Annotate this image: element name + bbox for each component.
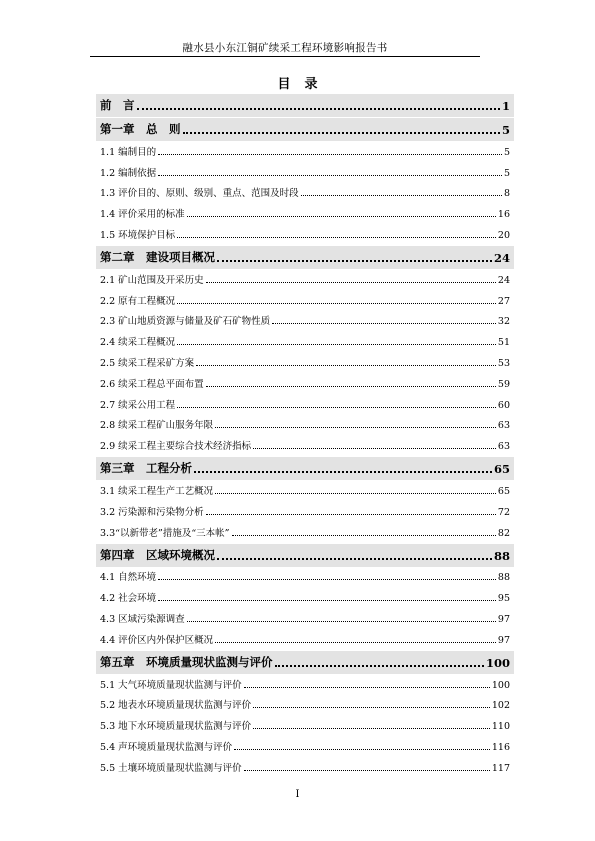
dot-leader <box>234 749 490 750</box>
toc-entry-label: 5.3 地下水环境质量现状监测与评价 <box>100 721 252 733</box>
toc-section-entry[interactable] <box>96 757 514 778</box>
dot-leader <box>177 407 496 408</box>
toc-entry-page: 88 <box>493 548 510 563</box>
dot-leader <box>272 323 496 324</box>
toc-entry-page: 5 <box>501 123 510 137</box>
toc-entry-page: 1 <box>501 99 510 113</box>
toc-chapter-entry[interactable] <box>96 93 514 117</box>
toc-entry-page: 97 <box>497 613 510 625</box>
toc-entry-label: 1.2 编制依据 <box>100 167 157 179</box>
toc-chapter-entry[interactable] <box>96 245 514 269</box>
toc-entry-page: 65 <box>493 462 510 477</box>
toc-entry-label: 4.3 区域污染源调查 <box>100 613 185 625</box>
toc-section-entry[interactable] <box>96 695 514 716</box>
toc-section-entry[interactable] <box>96 394 514 415</box>
toc-section-entry[interactable] <box>96 608 514 629</box>
toc-entry-page: 53 <box>497 357 510 369</box>
toc-entry-page: 24 <box>497 274 510 286</box>
toc-entry-page: 24 <box>493 250 510 265</box>
dot-leader <box>187 216 496 217</box>
dot-leader <box>158 579 496 580</box>
toc-section-entry[interactable] <box>96 522 514 543</box>
toc-entry-page: 27 <box>497 295 510 307</box>
dot-leader <box>215 493 496 494</box>
toc-entry-page: 5 <box>503 146 510 158</box>
toc-entry-label: 2.2 原有工程概况 <box>100 295 176 307</box>
toc-entry-page: 8 <box>503 188 510 200</box>
toc-entry-label: 第二章 建设项目概况 <box>100 249 215 264</box>
toc-entry-label: 5.5 土壤环境质量现状监测与评价 <box>100 762 242 774</box>
toc-entry-page: 95 <box>497 593 510 605</box>
toc-entry-page: 5 <box>503 167 510 179</box>
toc-entry-label: 1.1 编制目的 <box>100 146 157 158</box>
toc-section-entry[interactable] <box>96 352 514 373</box>
toc-section-entry[interactable] <box>96 736 514 757</box>
dot-leader <box>206 282 496 283</box>
toc-entry-page: 110 <box>491 721 510 733</box>
toc-section-entry[interactable] <box>96 480 514 501</box>
toc-entry-page: 63 <box>497 441 510 453</box>
toc-chapter-entry[interactable] <box>96 543 514 567</box>
toc-entry-label: 第三章 工程分析 <box>100 461 192 476</box>
dot-leader <box>183 132 500 134</box>
toc-entry-label: 2.7 续采公用工程 <box>100 399 176 411</box>
toc-entry-page: 116 <box>491 741 510 753</box>
dot-leader <box>177 237 496 238</box>
toc-entry-label: 2.3 矿山地质资源与储量及矿石矿物性质 <box>100 316 271 328</box>
toc-chapter-entry[interactable] <box>96 456 514 480</box>
toc-section-entry[interactable] <box>96 373 514 394</box>
dot-leader <box>275 665 484 667</box>
toc-entry-page: 117 <box>491 762 510 774</box>
toc-entry-label: 第五章 环境质量现状监测与评价 <box>100 654 273 669</box>
toc-entry-label: 2.4 续采工程概况 <box>100 337 176 349</box>
table-of-contents <box>96 93 514 778</box>
dot-leader <box>232 535 496 536</box>
toc-entry-label: 2.5 续采工程采矿方案 <box>100 357 195 369</box>
running-header: 融水县小东江铜矿续采工程环境影响报告书 <box>182 42 388 54</box>
toc-entry-label: 第四章 区域环境概况 <box>100 547 215 562</box>
toc-section-entry[interactable] <box>96 587 514 608</box>
toc-entry-label: 2.1 矿山范围及开采历史 <box>100 274 204 286</box>
toc-entry-page: 20 <box>497 229 510 241</box>
toc-section-entry[interactable] <box>96 435 514 456</box>
dot-leader <box>215 642 496 643</box>
toc-section-entry[interactable] <box>96 501 514 522</box>
toc-entry-label: 2.6 续采工程总平面布置 <box>100 378 204 390</box>
toc-entry-page: 88 <box>497 572 510 584</box>
toc-entry-label: 5.4 声环境质量现状监测与评价 <box>100 741 233 753</box>
dot-leader <box>253 448 496 449</box>
toc-entry-label: 4.1 自然环境 <box>100 572 157 584</box>
dot-leader <box>244 687 490 688</box>
toc-entry-label: 2.9 续采工程主要综合技术经济指标 <box>100 441 252 453</box>
toc-entry-page: 32 <box>497 316 510 328</box>
toc-section-entry[interactable] <box>96 331 514 352</box>
toc-entry-label: 4.4 评价区内外保护区概况 <box>100 634 214 646</box>
dot-leader <box>253 728 490 729</box>
toc-section-entry[interactable] <box>96 311 514 332</box>
toc-entry-page: 82 <box>497 527 510 539</box>
toc-section-entry[interactable] <box>96 629 514 650</box>
toc-entry-page: 59 <box>497 378 510 390</box>
dot-leader <box>206 386 496 387</box>
toc-section-entry[interactable] <box>96 269 514 290</box>
toc-entry-page: 72 <box>497 506 510 518</box>
dot-leader <box>215 427 496 428</box>
toc-entry-page: 100 <box>485 655 510 670</box>
dot-leader <box>196 365 496 366</box>
toc-section-entry[interactable] <box>96 224 514 245</box>
toc-chapter-entry[interactable] <box>96 117 514 141</box>
dot-leader <box>137 108 500 110</box>
page-number: I <box>295 789 300 800</box>
toc-entry-page: 100 <box>491 679 510 691</box>
toc-section-entry[interactable] <box>96 674 514 695</box>
toc-section-entry[interactable] <box>96 290 514 311</box>
toc-entry-label: 5.2 地表水环境质量现状监测与评价 <box>100 700 252 712</box>
toc-entry-label: 前 言 <box>100 98 135 112</box>
toc-title: 目录 <box>277 77 332 92</box>
toc-section-entry[interactable] <box>96 141 514 162</box>
dot-leader <box>177 344 496 345</box>
toc-section-entry[interactable] <box>96 183 514 204</box>
dot-leader <box>217 260 492 262</box>
toc-section-entry[interactable] <box>96 203 514 224</box>
toc-entry-page: 51 <box>497 337 510 349</box>
toc-entry-label: 5.1 大气环境质量现状监测与评价 <box>100 679 242 691</box>
dot-leader <box>206 514 496 515</box>
toc-entry-page: 97 <box>497 634 510 646</box>
toc-entry-page: 102 <box>491 700 510 712</box>
toc-entry-label: 2.8 续采工程矿山服务年限 <box>100 420 214 432</box>
toc-entry-label: 1.5 环境保护目标 <box>100 229 176 241</box>
toc-entry-label: 1.3 评价目的、原则、级别、重点、范围及时段 <box>100 188 299 200</box>
toc-entry-page: 63 <box>497 420 510 432</box>
dot-leader <box>177 303 496 304</box>
dot-leader <box>217 558 492 560</box>
toc-entry-label: 3.3“以新带老”措施及“三本帐” <box>100 527 230 539</box>
toc-entry-label: 3.1 续采工程生产工艺概况 <box>100 485 214 497</box>
toc-entry-page: 65 <box>497 485 510 497</box>
toc-section-entry[interactable] <box>96 715 514 736</box>
toc-entry-label: 第一章 总 则 <box>100 122 181 136</box>
dot-leader <box>158 600 496 601</box>
dot-leader <box>158 175 502 176</box>
toc-section-entry[interactable] <box>96 162 514 183</box>
toc-entry-label: 3.2 污染源和污染物分析 <box>100 506 204 518</box>
dot-leader <box>194 471 492 473</box>
dot-leader <box>158 154 502 155</box>
dot-leader <box>244 770 490 771</box>
toc-entry-page: 60 <box>497 399 510 411</box>
toc-entry-label: 1.4 评价采用的标准 <box>100 209 185 221</box>
toc-chapter-entry[interactable] <box>96 650 514 674</box>
header-rule <box>90 56 480 57</box>
toc-section-entry[interactable] <box>96 415 514 436</box>
dot-leader <box>187 621 496 622</box>
toc-entry-page: 16 <box>497 209 510 221</box>
dot-leader <box>301 195 502 196</box>
toc-entry-label: 4.2 社会环境 <box>100 593 157 605</box>
dot-leader <box>253 707 490 708</box>
toc-section-entry[interactable] <box>96 567 514 588</box>
